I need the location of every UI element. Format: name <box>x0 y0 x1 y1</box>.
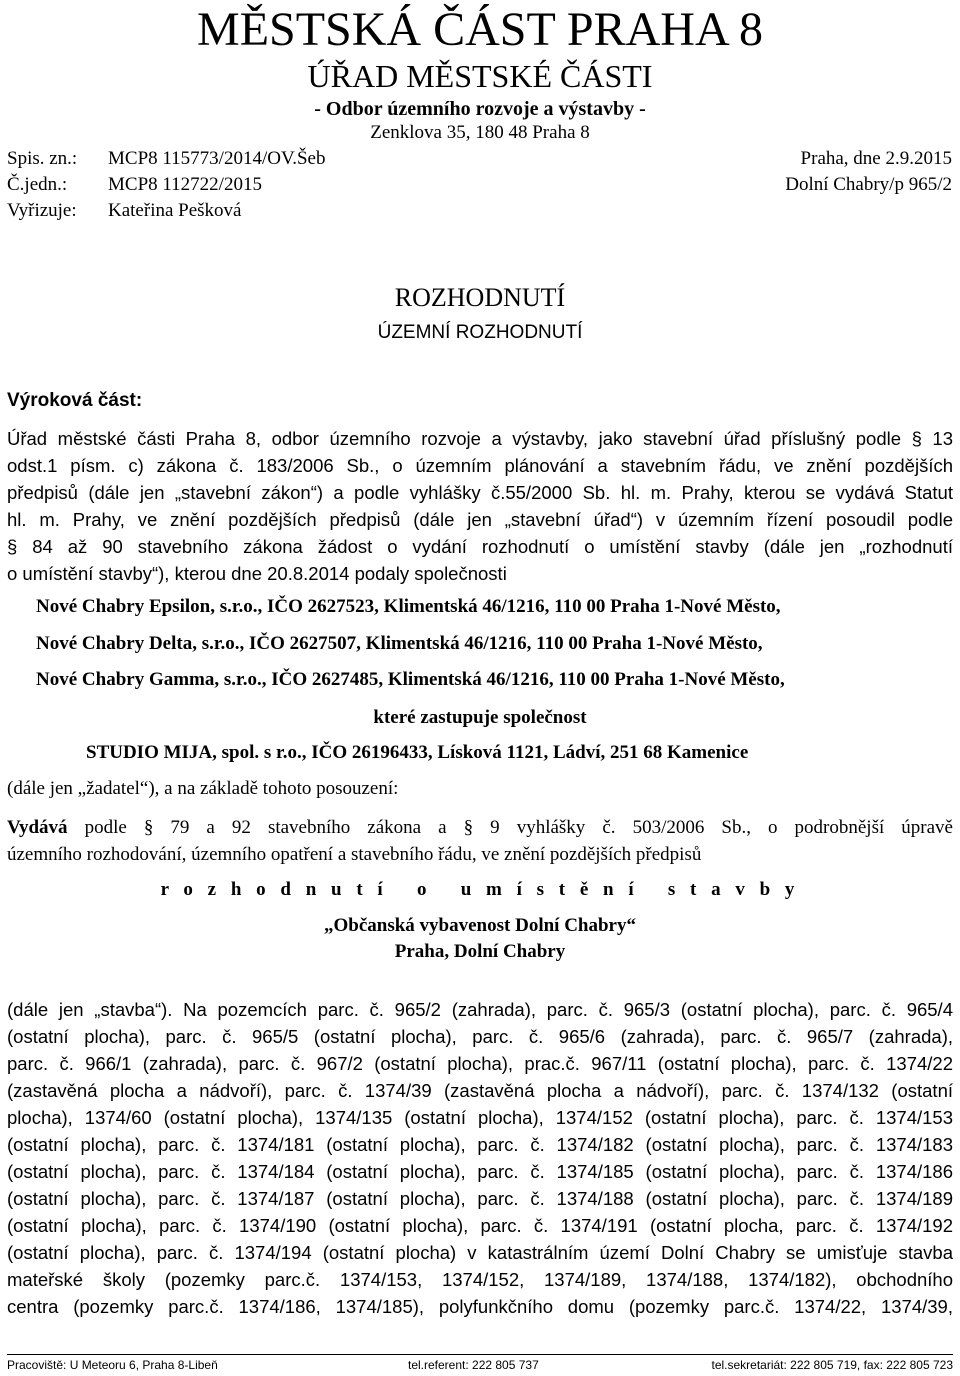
issue-verb: Vydává <box>7 817 68 838</box>
intro-line: odst.1 písm. c) zákona č. 183/2006 Sb., o územním plánování a stavebním řádu, ve znění pozdějších <box>7 455 953 476</box>
footer-tel-secretariat: tel.sekretariát: 222 805 719, fax: 222 805 723 <box>711 1358 953 1372</box>
parcels-line: (ostatní plocha), parc. č. 1374/190 (ostatní plocha), parc. č. 1374/191 (ostatní plocha, parc. č. 1374/192 <box>7 1215 953 1236</box>
company-delta: Nové Chabry Delta, s.r.o., IČO 2627507, Klimentská 46/1216, 110 00 Praha 1-Nové Město, <box>36 633 763 654</box>
represented-by: které zastupuje společnost <box>373 707 587 728</box>
header-address: Zenklova 35, 180 48 Praha 8 <box>370 122 590 143</box>
jedn-label: Č.jedn.: <box>7 174 68 195</box>
spaced-title: r o z h o d n u t í o u m í s t ě n í s t a v b y <box>160 879 800 900</box>
intro-line: Úřad městské části Praha 8, odbor územního rozvoje a výstavby, jako stavební úřad příslušný podle § 13 <box>7 428 953 449</box>
company-epsilon: Nové Chabry Epsilon, s.r.o., IČO 2627523, Klimentská 46/1216, 110 00 Praha 1-Nové Město, <box>36 596 781 617</box>
header-subtitle: ÚŘAD MĚSTSKÉ ČÁSTI <box>307 58 653 94</box>
parcels-line: plocha), 1374/60 (ostatní plocha), 1374/135 (ostatní plocha), 1374/152 (ostatní plocha), parc. č. 1374/153 <box>7 1107 953 1128</box>
issue-paragraph <box>7 814 953 868</box>
spis-value: MCP8 115773/2014/OV.Šeb <box>108 148 326 169</box>
footer-divider <box>7 1354 953 1355</box>
vyrizuje-value: Kateřina Pešková <box>108 200 242 221</box>
intro-line: § 84 až 90 stavebního zákona žádost o vydání rozhodnutí o umístění stavby (dále jen „rozhodnutí <box>7 536 953 557</box>
reference: Dolní Chabry/p 965/2 <box>785 174 952 195</box>
building-location: Praha, Dolní Chabry <box>394 941 566 962</box>
parcels-line: centra (pozemky parc.č. 1374/186, 1374/185), polyfunkčního domu (pozemky parc.č. 1374/22, 1374/39, <box>7 1296 953 1317</box>
issue-line: územního rozhodování, územního opatření a stavebního řádu, ve znění pozdějších předpisů <box>7 844 702 865</box>
intro-line: hl. m. Prahy, ve znění pozdějších předpisů (dále jen „stavební úřad“) v územním řízení posoudil podle <box>7 509 953 530</box>
document-date: Praha, dne 2.9.2015 <box>800 148 952 169</box>
decision-title: ROZHODNUTÍ <box>394 283 566 312</box>
section-label: Výroková část: <box>7 390 143 411</box>
issue-line-rest: podle § 79 a 92 stavebního zákona a § 9 vyhlášky č. 503/2006 Sb., o podrobnější úpravě <box>84 817 953 838</box>
intro-paragraph <box>7 425 953 587</box>
company-gamma: Nové Chabry Gamma, s.r.o., IČO 2627485, Klimentská 46/1216, 110 00 Praha 1-Nové Město, <box>36 669 785 690</box>
jedn-value: MCP8 112722/2015 <box>108 174 262 195</box>
footer-workplace: Pracoviště: U Meteoru 6, Praha 8-Libeň <box>7 1358 218 1372</box>
header-department: - Odbor územního rozvoje a výstavby - <box>314 98 646 120</box>
applicant-note: (dále jen „žadatel“), a na základě tohoto posouzení: <box>7 778 399 799</box>
parcels-line: (ostatní plocha), parc. č. 965/5 (ostatní plocha), parc. č. 965/6 (zahrada), parc. č. 965/7 (zahrada), <box>7 1026 953 1047</box>
footer-tel-referent: tel.referent: 222 805 737 <box>408 1358 539 1372</box>
intro-line: předpisů (dále jen „stavební zákon“) a podle vyhlášky č.55/2000 Sb. hl. m. Prahy, kterou se vydává Statut <box>7 482 953 503</box>
parcels-line: (zastavěná plocha a nádvoří), parc. č. 1374/39 (zastavěná plocha a nádvoří), parc. č. 1374/132 (ostatní <box>7 1080 953 1101</box>
parcels-line: (ostatní plocha), parc. č. 1374/184 (ostatní plocha), parc. č. 1374/185 (ostatní plocha), parc. č. 1374/186 <box>7 1161 953 1182</box>
issue-line <box>7 814 953 841</box>
parcels-paragraph <box>7 996 953 1320</box>
representative: STUDIO MIJA, spol. s r.o., IČO 26196433, Lísková 1121, Ládví, 251 68 Kamenice <box>86 742 749 763</box>
parcels-line: (dále jen „stavba“). Na pozemcích parc. č. 965/2 (zahrada), parc. č. 965/3 (ostatní plocha), parc. č. 965/4 <box>7 999 953 1020</box>
spis-label: Spis. zn.: <box>7 148 78 169</box>
decision-subtitle: ÚZEMNÍ ROZHODNUTÍ <box>377 322 583 343</box>
parcels-line: mateřské školy (pozemky parc.č. 1374/153, 1374/152, 1374/189, 1374/188, 1374/182), obchodního <box>7 1269 953 1290</box>
parcels-line: (ostatní plocha), parc. č. 1374/187 (ostatní plocha), parc. č. 1374/188 (ostatní plocha), parc. č. 1374/189 <box>7 1188 953 1209</box>
parcels-line: (ostatní plocha), parc. č. 1374/181 (ostatní plocha), parc. č. 1374/182 (ostatní plocha), parc. č. 1374/183 <box>7 1134 953 1155</box>
intro-line: o umístění stavby“), kterou dne 20.8.2014 podaly společnosti <box>7 563 507 584</box>
parcels-line: (ostatní plocha), parc. č. 1374/194 (ostatní plocha) v katastrálním území Dolní Chabry se umisťuje stavba <box>7 1242 953 1263</box>
building-name: „Občanská vybavenost Dolní Chabry“ <box>324 915 636 936</box>
parcels-line: parc. č. 966/1 (zahrada), parc. č. 967/2 (ostatní plocha), prac.č. 967/11 (ostatní plocha), parc. č. 1374/22 <box>7 1053 953 1074</box>
vyrizuje-label: Vyřizuje: <box>7 200 77 221</box>
header-title: MĚSTSKÁ ČÁST PRAHA 8 <box>197 3 763 56</box>
